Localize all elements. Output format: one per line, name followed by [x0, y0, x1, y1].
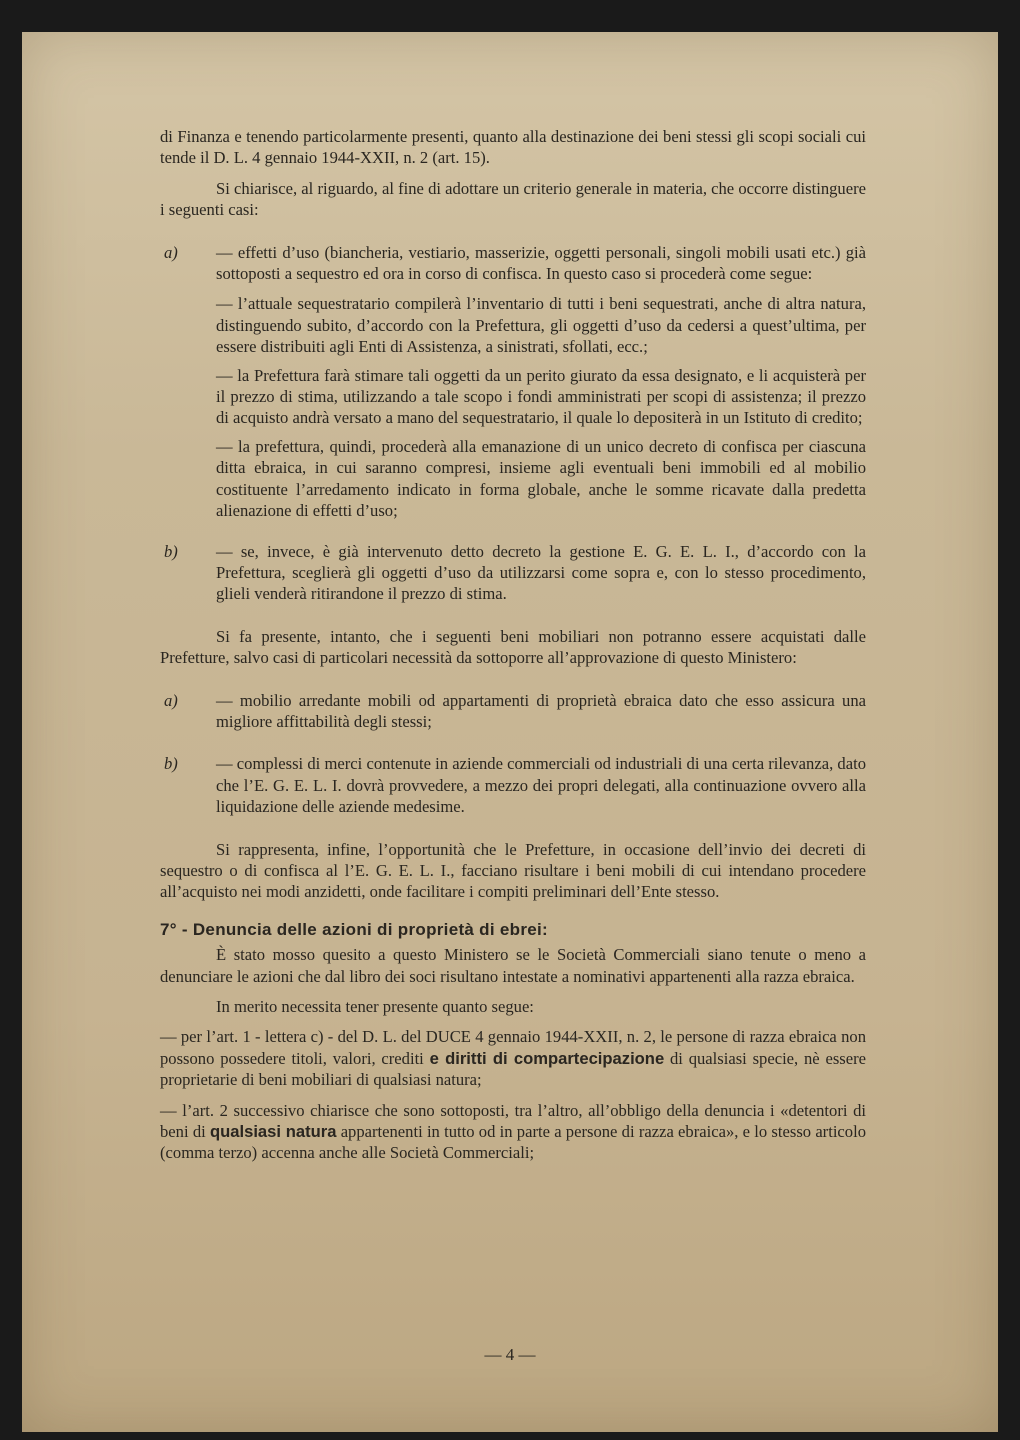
case-a-step-3: — la prefettura, quindi, procederà alla emanazione di un unico decreto di confisca per ciascuna ditta ebraica, in cui saranno compresi, insieme agli eventuali beni immobili ed al mobilio costituente l’arredamento indicato in forma globale, anche le somme ricavate dalla predetta alienazione di effetti d’uso;: [216, 436, 866, 521]
paragraph-intro: di Finanza e tenendo particolarmente presenti, quanto alla destinazione dei beni stessi gli scopi sociali cui tende il D. L. 4 gennaio 1944-XXII, n. 2 (art. 15).: [160, 127, 866, 168]
restriction-b-marker: b): [164, 754, 178, 774]
section-heading: 7° - Denuncia delle azioni di proprietà di ebrei:: [160, 919, 549, 939]
case-a-step-2: — la Prefettura farà stimare tali oggetti da un perito giurato da essa designato, e li acquisterà per il prezzo di stima, utilizzando a tale scopo i fondi amministrati per scopi di assistenza; il prezzo di acquisto andrà versato a mano del sequestratario, il quale lo depositerà in un Istituto di credito;: [216, 365, 866, 428]
art1-start: — per l’art. 1 - lettera c) - del D. L. del DUCE 4 gennaio 1944-XXII, n. 2, le persone di razza ebraica non possono possedere titoli, valori, crediti: [160, 1027, 866, 1068]
case-b-text: — se, invece, è già intervenuto detto decreto la gestione E. G. E. L. I., d’accordo con la Prefettura, sceglierà gli oggetti d’uso da utilizzarsi come sopra e, con lo stesso procedimento, glieli venderà ritirandone il prezzo di stima.: [216, 541, 866, 604]
art1-end: di qualsiasi specie, nè essere proprietarie di beni mobiliari di qualsiasi natura;: [160, 1048, 867, 1090]
restriction-a-marker: a): [164, 690, 178, 710]
restriction-a-text: — mobilio arredante mobili od appartamenti di proprietà ebraica dato che esso assicura una migliore affittabilità degli stessi;: [216, 690, 866, 731]
restriction-b: [160, 753, 866, 817]
page-number: — 4 —: [484, 1345, 536, 1364]
art1-bold: e diritti di compartecipazione: [429, 1048, 665, 1068]
art2-bold: qualsiasi natura: [209, 1122, 337, 1142]
case-b-marker: b): [164, 541, 178, 561]
document-body: [160, 126, 866, 1173]
case-a-step-1: — l’attuale sequestratario compilerà l’inventario di tutti i beni sequestrati, anche di altra natura, distinguendo subito, d’accordo con la Prefettura, gli oggetti d’uso da cedersi a quest’ultima, per essere distribuiti agli Enti di Assistenza, a sinistrati, sfollati, ecc.;: [216, 294, 866, 357]
paragraph-restrictions: Si fa presente, intanto, che i seguenti beni mobiliari non potranno essere acquistati dalle Prefetture, salvo casi di particolari necessità da sottoporre all’approvazione di questo Ministero:: [160, 626, 866, 668]
art2-start: — l’art. 2 successivo chiarisce che sono sottoposti, tra l’altro, all’obbligo della denuncia i «detentori di beni di: [160, 1100, 866, 1142]
paragraph-art1: [160, 1026, 866, 1090]
case-b: [160, 541, 866, 605]
case-a-marker: a): [164, 242, 178, 262]
restriction-b-text: — complessi di merci contenute in aziende commerciali od industriali di una certa rilevanza, dato che l’E. G. E. L. I. dovrà provvedere, a mezzo dei propri delegati, alla continuazione ovvero alla liquidazione delle aziende medesime.: [216, 754, 866, 817]
paragraph-merit: In merito necessita tener presente quanto segue:: [216, 997, 534, 1016]
paragraph-art2: [160, 1100, 866, 1164]
paragraph-question: È stato mosso quesito a questo Ministero se le Società Commerciali siano tenute o meno a denunciare le azioni che dal libro dei soci risultano intestate a nominativi appartenenti alla razza ebraica.: [160, 945, 866, 986]
case-a: [160, 242, 866, 285]
restriction-a: [160, 690, 866, 733]
art2-end: appartenenti in tutto od in parte a persone di razza ebraica», e lo stesso articolo (comma terzo) accenna anche alle Società Commerciali;: [160, 1122, 867, 1163]
case-a-text: — effetti d’uso (biancheria, vestiario, masserizie, oggetti personali, singoli mobili usati etc.) già sottoposti a sequestro ed ora in corso di confisca. In questo caso si procederà come segue:: [216, 242, 866, 284]
paragraph-closing: Si rappresenta, infine, l’opportunità che le Prefetture, in occasione dell’invio dei decreti di sequestro o di confisca al l’E. G. E. L. I., facciano risultare i beni mobili di cui intendano procedere all’acquisto nei modi anzidetti, onde facilitare i compiti preliminari dell’Ente stesso.: [160, 839, 866, 902]
paragraph-clarification: Si chiarisce, al riguardo, al fine di adottare un criterio generale in materia, che occorre distinguere i seguenti casi:: [160, 178, 866, 220]
